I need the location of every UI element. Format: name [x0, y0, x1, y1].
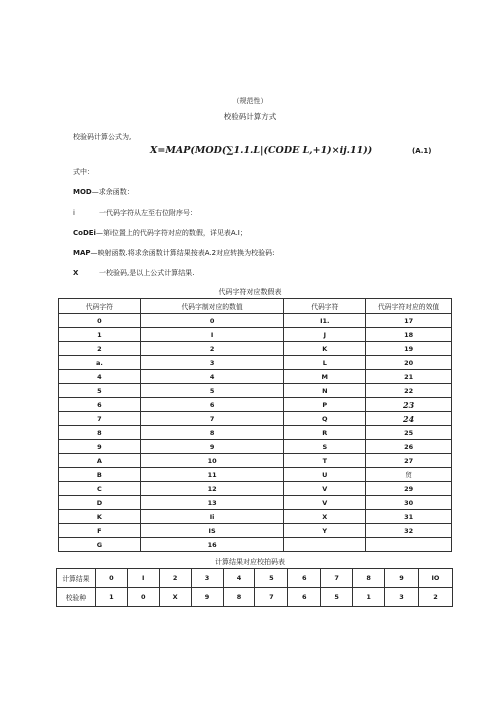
table-cell: IO [418, 569, 452, 588]
definition-codei [73, 228, 247, 238]
definition-i [73, 208, 197, 218]
column-header: 代码字符 [284, 299, 366, 314]
definition-map [73, 248, 274, 258]
table-cell: C [59, 482, 141, 496]
column-header: 代码字符 [59, 299, 141, 314]
table2-caption: 计算结果对应校拍码表 [215, 558, 285, 566]
definition-x [73, 268, 194, 278]
table-cell: 4 [59, 370, 141, 384]
table-cell: 19 [366, 342, 452, 356]
column-header: 代码字符对应的效值 [366, 299, 452, 314]
definition-term: MOD [73, 188, 92, 196]
table-cell: 7 [255, 588, 288, 607]
table-cell: V [284, 482, 366, 496]
normative-label: （规范性） [232, 97, 268, 105]
table-row [59, 356, 452, 370]
table-cell: 2 [59, 342, 141, 356]
table-cell: 8 [223, 588, 255, 607]
table-cell: A [59, 454, 141, 468]
definition-mod [73, 187, 134, 197]
page-title: 校验码计算方式 [223, 112, 277, 121]
table-cell: 6 [140, 398, 284, 412]
table-cell: K [284, 342, 366, 356]
table-row [59, 468, 452, 482]
table-row [59, 370, 452, 384]
row-label: 校验种 [57, 588, 96, 607]
table-cell: 9 [140, 440, 284, 454]
table-cell [284, 538, 366, 552]
table-cell: P [284, 398, 366, 412]
table-cell: 6 [59, 398, 141, 412]
table-header-row [59, 299, 452, 314]
definition-text: 一代码字符从左至右位附序号： [99, 209, 197, 217]
table-cell: K [59, 510, 141, 524]
table-cell: 26 [366, 440, 452, 454]
table-cell: Q [284, 412, 366, 426]
definition-text: —求余函数： [91, 188, 134, 196]
table-cell: 32 [366, 524, 452, 538]
table-cell: 20 [366, 356, 452, 370]
table-cell: Ii [140, 510, 284, 524]
table-cell: 7 [59, 412, 141, 426]
definition-text: 一校验码,是以上公式计算结果. [99, 269, 195, 277]
where-label: 式中： [73, 168, 94, 176]
table-row [59, 398, 452, 412]
table-cell: 4 [223, 569, 255, 588]
table-row [59, 384, 452, 398]
table-cell: 7 [140, 412, 284, 426]
table-cell: 0 [140, 314, 284, 328]
table-cell: 0 [127, 588, 159, 607]
table-cell: N [284, 384, 366, 398]
table-cell: 18 [366, 328, 452, 342]
table-row [59, 524, 452, 538]
table-cell: 0 [95, 569, 127, 588]
table-row [57, 588, 453, 607]
code-value-table [58, 298, 452, 552]
table1-caption: 代码字符对应数假表 [218, 288, 282, 296]
table-cell: F [59, 524, 141, 538]
table-row [59, 328, 452, 342]
table-cell: 9 [59, 440, 141, 454]
table-cell: U [284, 468, 366, 482]
table-cell: 21 [366, 370, 452, 384]
formula: X=MAP(MOD(∑1.1.L|(CODE L,+1)×ij.11)) [150, 145, 373, 156]
table-row [59, 538, 452, 552]
table-row [59, 342, 452, 356]
table-cell: 6 [288, 569, 321, 588]
table-cell: 13 [140, 496, 284, 510]
table-row [59, 440, 452, 454]
table-cell: 31 [366, 510, 452, 524]
table-cell: X [284, 510, 366, 524]
table-cell: B [59, 468, 141, 482]
table-cell: 5 [255, 569, 288, 588]
table-row [59, 454, 452, 468]
table-cell: L [284, 356, 366, 370]
table-cell: 25 [366, 426, 452, 440]
table-cell: 30 [366, 496, 452, 510]
table-cell: D [59, 496, 141, 510]
table-row [57, 569, 453, 588]
result-checkcode-table [56, 568, 453, 607]
table-cell: 6 [288, 588, 321, 607]
table-cell: I [140, 328, 284, 342]
table-cell: J [284, 328, 366, 342]
definition-term: MAP [73, 249, 91, 257]
table-cell: 贸 [366, 468, 452, 482]
definition-term: CoDEi [73, 229, 96, 237]
table-row [59, 426, 452, 440]
table-cell: a. [59, 356, 141, 370]
table-cell: X [159, 588, 191, 607]
table-cell: 22 [366, 384, 452, 398]
intro-text: 校验码计算公式为, [73, 133, 132, 141]
table-cell: G [59, 538, 141, 552]
table-cell: Y [284, 524, 366, 538]
table-cell: 5 [59, 384, 141, 398]
row-label: 计算结果 [57, 569, 96, 588]
table-cell: I1. [284, 314, 366, 328]
table-cell: 3 [385, 588, 419, 607]
definition-term: i [73, 209, 75, 217]
table-cell: 16 [140, 538, 284, 552]
table-cell: 9 [385, 569, 419, 588]
table-cell: 5 [321, 588, 353, 607]
table-cell: I [127, 569, 159, 588]
table-cell: 4 [140, 370, 284, 384]
table-row [59, 510, 452, 524]
table-cell: 8 [353, 569, 385, 588]
table-row [59, 496, 452, 510]
table-cell: IS [140, 524, 284, 538]
table-cell: 8 [59, 426, 141, 440]
table-cell: 29 [366, 482, 452, 496]
table-cell: 17 [366, 314, 452, 328]
table-row [59, 412, 452, 426]
table-cell: 1 [59, 328, 141, 342]
table-cell: 9 [191, 588, 223, 607]
table-cell: 1 [353, 588, 385, 607]
table-cell: 27 [366, 454, 452, 468]
definition-text: —第i位置上的代码字符对应的数假，详见表A.I； [95, 229, 247, 237]
definition-term: X [73, 269, 79, 277]
table-cell: V [284, 496, 366, 510]
table-cell: 24 [366, 412, 452, 426]
table-cell: T [284, 454, 366, 468]
table-cell: 7 [321, 569, 353, 588]
table-row [59, 314, 452, 328]
table-cell: 0 [59, 314, 141, 328]
table-cell: 11 [140, 468, 284, 482]
formula-number: (A.1) [412, 147, 432, 155]
table-cell: 5 [140, 384, 284, 398]
definition-text: —映射函数.将求余函数计算结果按表A.2对应转换为校验码: [90, 249, 275, 257]
table-cell: 2 [159, 569, 191, 588]
table-cell [366, 538, 452, 552]
table-cell: 3 [191, 569, 223, 588]
table-cell: 8 [140, 426, 284, 440]
table-cell: 2 [418, 588, 452, 607]
column-header: 代码字制对应的数值 [140, 299, 284, 314]
table-cell: 1 [95, 588, 127, 607]
table-cell: 23 [366, 398, 452, 412]
table-cell: 10 [140, 454, 284, 468]
table-cell: 12 [140, 482, 284, 496]
table-cell: R [284, 426, 366, 440]
table-cell: 3 [140, 356, 284, 370]
table-row [59, 482, 452, 496]
table-cell: M [284, 370, 366, 384]
table-cell: S [284, 440, 366, 454]
table-cell: 2 [140, 342, 284, 356]
